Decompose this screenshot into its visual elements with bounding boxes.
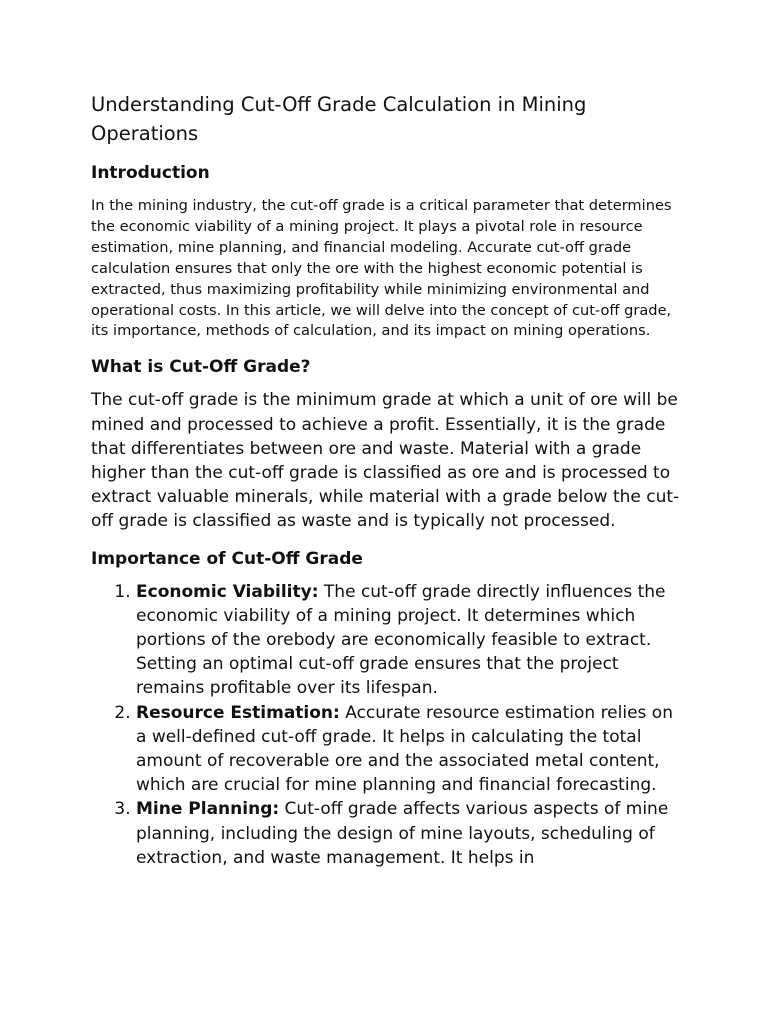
list-item-text: The cut-off grade directly influences the economic viability of a mining project. It determines which portions of the orebody are economically feasible to extract. Setting an optimal cut-off grade ensures that the project remains profitable over its lifespan. <box>136 581 666 699</box>
list-item-term: Mine Planning: <box>136 799 280 820</box>
list-item-term: Resource Estimation: <box>136 702 340 723</box>
introduction-heading: Introduction <box>91 163 210 183</box>
document-page <box>91 91 681 870</box>
importance-list <box>91 580 681 870</box>
list-item-term: Economic Viability: <box>136 581 319 602</box>
what-is-paragraph: The cut-off grade is the minimum grade at which a unit of ore will be mined and processed to achieve a profit. Essentially, it is the grade that differentiates between ore and waste. Material with a grade higher than the cut-off grade is classified as ore and is processed to extract valuable minerals, while material with a grade below the cut-off grade is classified as waste and is typically not processed. <box>91 390 680 532</box>
list-item-mine-planning <box>136 797 681 870</box>
list-item-text: Cut-off grade affects various aspects of mine planning, including the design of mine layouts, scheduling of extraction, and waste management. It helps in <box>136 799 669 868</box>
importance-heading: Importance of Cut-Off Grade <box>91 548 363 569</box>
list-item-economic-viability <box>136 580 681 701</box>
list-item-resource-estimation <box>136 701 681 798</box>
document-title: Understanding Cut-Off Grade Calculation in Mining Operations <box>91 93 587 145</box>
what-is-heading: What is Cut-Off Grade? <box>91 357 311 378</box>
introduction-paragraph: In the mining industry, the cut-off grade is a critical parameter that determines the economic viability of a mining project. It plays a pivotal role in resource estimation, mine planning, and financial modeling. Accurate cut-off grade calculation ensures that only the ore with the highest economic potential is extracted, thus maximizing profitability while minimizing environmental and operational costs. In this article, we will delve into the concept of cut-off grade, its importance, methods of calculation, and its impact on mining operations. <box>91 197 672 340</box>
list-item-text: Accurate resource estimation relies on a well-defined cut-off grade. It helps in calculating the total amount of recoverable ore and the associated metal content, which are crucial for mine planning and financial forecasting. <box>136 702 673 796</box>
